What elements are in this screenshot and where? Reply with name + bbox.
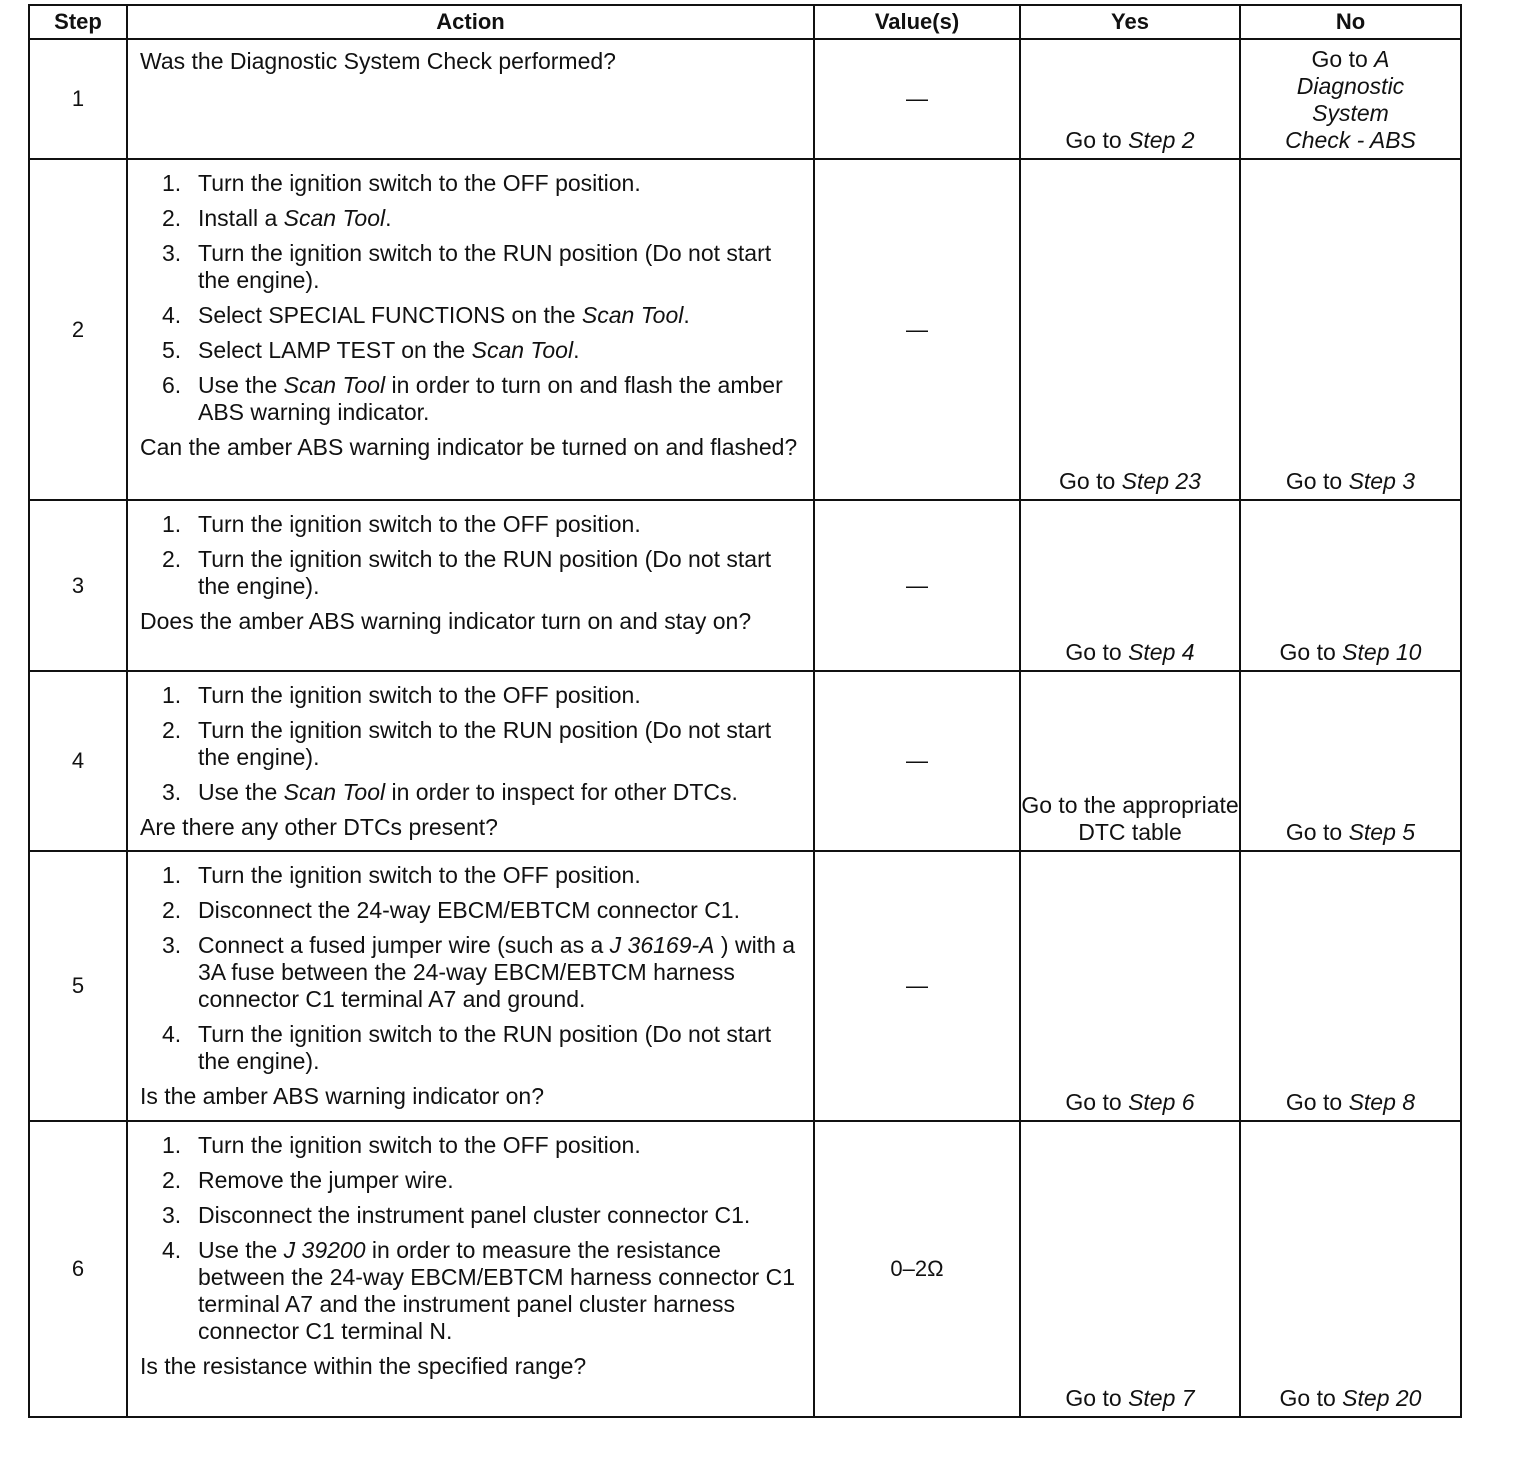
action-step-text: Turn the ignition switch to the OFF position. [198, 862, 641, 888]
no-cell [1240, 851, 1461, 1121]
step-cell: 6 [29, 1121, 127, 1417]
action-step-number: 4. [162, 1021, 182, 1047]
action-step-number: 1. [162, 682, 182, 708]
action-step-text: Disconnect the instrument panel cluster connector C1. [198, 1202, 751, 1228]
action-step-item [140, 1202, 803, 1229]
action-question: Was the Diagnostic System Check performed? [140, 48, 616, 74]
action-step-text: Turn the ignition switch to the OFF position. [198, 682, 641, 708]
table-row [29, 500, 1461, 671]
no-goto-prefix: Go to [1279, 639, 1343, 665]
action-step-text: . [573, 337, 580, 363]
action-step-item [140, 897, 803, 924]
action-step-number: 3. [162, 240, 182, 266]
action-question: Does the amber ABS warning indicator turn on and stay on? [140, 608, 752, 634]
action-step-number: 1. [162, 511, 182, 537]
action-cell [127, 671, 814, 851]
action-step-item [140, 302, 803, 329]
no-goto-target: A Diagnostic System Check - ABS [1285, 46, 1416, 153]
action-step-tool-name: Scan Tool [283, 372, 386, 398]
action-step-text: in order to turn on and flash the amber ABS warning indicator. [198, 372, 783, 425]
action-step-number: 4. [162, 1237, 182, 1263]
yes-goto-prefix: Go to [1065, 1385, 1129, 1411]
step-cell: 3 [29, 500, 127, 671]
yes-cell [1020, 671, 1240, 851]
yes-cell [1020, 500, 1240, 671]
yes-goto-target: Step 23 [1121, 468, 1201, 494]
action-question: Can the amber ABS warning indicator be turned on and flashed? [140, 434, 798, 460]
action-steps-list [140, 682, 803, 806]
action-step-text: Install a [198, 205, 284, 231]
action-step-tool-name: Scan Tool [283, 205, 386, 231]
action-step-number: 2. [162, 1167, 182, 1193]
diagnostic-table [28, 4, 1462, 1418]
yes-goto-prefix: Go to [1065, 127, 1129, 153]
action-step-number: 2. [162, 546, 182, 572]
no-goto-prefix: Go to [1285, 1089, 1349, 1115]
action-step-tool-name: Scan Tool [581, 302, 684, 328]
action-question: Is the amber ABS warning indicator on? [140, 1083, 545, 1109]
yes-destination-text: Go to the appropriate DTC table [1021, 792, 1239, 845]
action-step-text: Turn the ignition switch to the RUN position (Do not start the engine). [198, 240, 772, 293]
header-values: Value(s) [814, 5, 1020, 39]
value-cell: — [814, 159, 1020, 500]
value-cell: — [814, 39, 1020, 159]
action-steps-list [140, 511, 803, 600]
action-step-text: ) with a 3A fuse between the 24-way EBCM/EBTCM harness connector C1 terminal A7 and ground. [198, 932, 796, 1012]
action-cell [127, 159, 814, 500]
action-step-text: Turn the ignition switch to the RUN position (Do not start the engine). [198, 546, 772, 599]
step-cell: 4 [29, 671, 127, 851]
table-row [29, 159, 1461, 500]
table-row [29, 671, 1461, 851]
header-row [29, 5, 1461, 39]
action-cell [127, 500, 814, 671]
action-question: Is the resistance within the specified range? [140, 1353, 587, 1379]
yes-goto-target: Step 6 [1128, 1089, 1195, 1115]
step-cell: 2 [29, 159, 127, 500]
action-step-item [140, 1021, 803, 1075]
header-action: Action [127, 5, 814, 39]
no-goto-prefix: Go to [1285, 468, 1349, 494]
action-step-number: 3. [162, 1202, 182, 1228]
action-step-item [140, 205, 803, 232]
action-step-text: Turn the ignition switch to the RUN position (Do not start the engine). [198, 717, 772, 770]
action-step-item [140, 170, 803, 197]
no-goto-prefix: Go to [1285, 819, 1349, 845]
action-step-text: . [385, 205, 392, 231]
action-step-number: 5. [162, 337, 182, 363]
action-step-item [140, 511, 803, 538]
action-step-number: 6. [162, 372, 182, 398]
step-cell: 1 [29, 39, 127, 159]
action-step-item [140, 1237, 803, 1345]
action-step-item [140, 372, 803, 426]
no-cell [1240, 1121, 1461, 1417]
step-cell: 5 [29, 851, 127, 1121]
action-step-text: Use the [198, 779, 284, 805]
action-step-text: Turn the ignition switch to the RUN position (Do not start the engine). [198, 1021, 772, 1074]
yes-cell [1020, 159, 1240, 500]
table-row [29, 851, 1461, 1121]
no-cell [1240, 159, 1461, 500]
yes-goto-target: Step 2 [1128, 127, 1195, 153]
action-step-tool-name: Scan Tool [283, 779, 386, 805]
action-step-tool-name: J 36169-A [609, 932, 715, 958]
value-cell: 0–2Ω [814, 1121, 1020, 1417]
value-cell: — [814, 671, 1020, 851]
action-step-text: Use the [198, 372, 284, 398]
no-goto-prefix: Go to [1279, 1385, 1343, 1411]
no-cell [1240, 500, 1461, 671]
action-step-text: in order to measure the resistance between the 24-way EBCM/EBTCM harness connector C1 terminal A7 and the instrument panel cluster harness connector C1 terminal N. [198, 1237, 795, 1344]
action-cell [127, 851, 814, 1121]
action-step-item [140, 240, 803, 294]
action-step-item [140, 1132, 803, 1159]
table-row [29, 1121, 1461, 1417]
action-step-number: 2. [162, 717, 182, 743]
value-cell: — [814, 500, 1020, 671]
action-step-number: 3. [162, 779, 182, 805]
yes-goto-prefix: Go to [1059, 468, 1122, 494]
action-steps-list [140, 170, 803, 426]
action-step-item [140, 546, 803, 600]
yes-goto-target: Step 7 [1128, 1385, 1195, 1411]
action-step-text: . [683, 302, 690, 328]
no-cell [1240, 39, 1461, 159]
header-no: No [1240, 5, 1461, 39]
action-step-number: 4. [162, 302, 182, 328]
action-step-text: Turn the ignition switch to the OFF position. [198, 170, 641, 196]
action-step-item [140, 337, 803, 364]
action-step-tool-name: Scan Tool [471, 337, 574, 363]
action-step-item [140, 1167, 803, 1194]
yes-goto-target: Step 4 [1128, 639, 1195, 665]
action-step-number: 2. [162, 897, 182, 923]
action-steps-list [140, 1132, 803, 1345]
action-step-text: Select LAMP TEST on the [198, 337, 472, 363]
action-step-item [140, 779, 803, 806]
yes-cell [1020, 851, 1240, 1121]
yes-goto-prefix: Go to [1065, 1089, 1129, 1115]
action-step-text: Select SPECIAL FUNCTIONS on the [198, 302, 582, 328]
action-step-number: 1. [162, 170, 182, 196]
action-step-number: 1. [162, 862, 182, 888]
action-steps-list [140, 862, 803, 1075]
action-step-text: Use the [198, 1237, 284, 1263]
action-step-item [140, 932, 803, 1013]
yes-goto-prefix: Go to [1065, 639, 1129, 665]
yes-cell [1020, 39, 1240, 159]
action-step-item [140, 717, 803, 771]
action-step-text: Disconnect the 24-way EBCM/EBTCM connector C1. [198, 897, 740, 923]
no-goto-target: Step 8 [1348, 1089, 1416, 1115]
header-yes: Yes [1020, 5, 1240, 39]
action-step-item [140, 682, 803, 709]
action-cell [127, 39, 814, 159]
table-row [29, 39, 1461, 159]
action-step-number: 3. [162, 932, 182, 958]
no-cell [1240, 671, 1461, 851]
action-question: Are there any other DTCs present? [140, 814, 498, 840]
action-step-text: Connect a fused jumper wire (such as a [198, 932, 610, 958]
action-step-text: Remove the jumper wire. [198, 1167, 454, 1193]
action-cell [127, 1121, 814, 1417]
action-step-item [140, 862, 803, 889]
action-step-text: in order to inspect for other DTCs. [385, 779, 738, 805]
action-step-text: Turn the ignition switch to the OFF position. [198, 511, 641, 537]
action-step-text: Turn the ignition switch to the OFF position. [198, 1132, 641, 1158]
value-cell: — [814, 851, 1020, 1121]
yes-cell [1020, 1121, 1240, 1417]
no-goto-target: Step 5 [1348, 819, 1416, 845]
action-step-tool-name: J 39200 [283, 1237, 366, 1263]
no-goto-target: Step 20 [1342, 1385, 1422, 1411]
header-step: Step [29, 5, 127, 39]
no-goto-target: Step 3 [1348, 468, 1416, 494]
action-step-number: 1. [162, 1132, 182, 1158]
action-step-number: 2. [162, 205, 182, 231]
no-goto-target: Step 10 [1342, 639, 1422, 665]
no-goto-prefix: Go to [1311, 46, 1375, 72]
